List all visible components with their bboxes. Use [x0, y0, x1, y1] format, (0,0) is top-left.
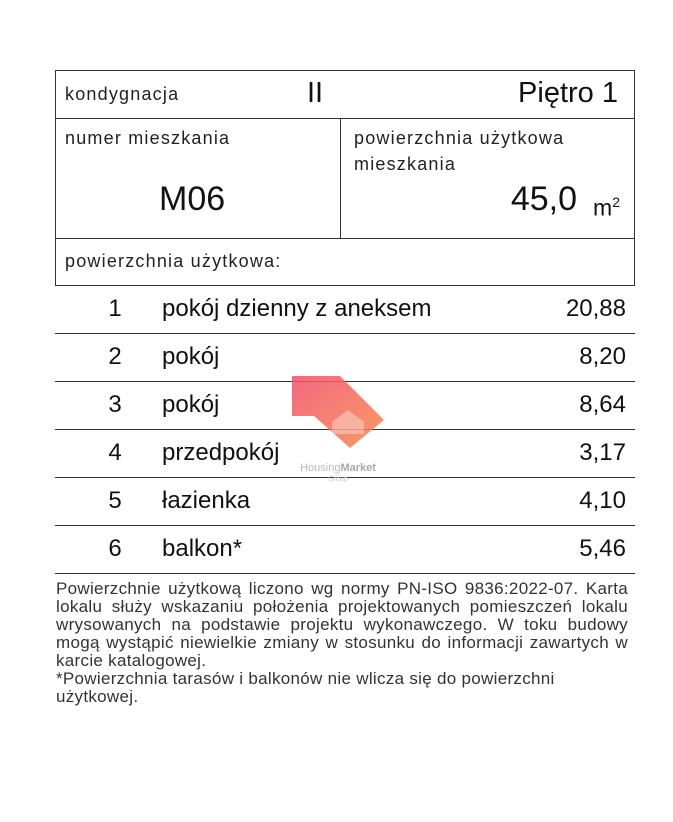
room-area: 3,17 — [579, 439, 626, 466]
disclaimer-main: Powierzchnie użytkową liczono wg normy PN-ISO 9836:2022-07. Karta lokalu służy wskazaniu położenia projektowanych pomieszczeń lokalu wrysowanych na podstawie projektu wykonawczego. W toku budowy mogą wystąpić niewielkie zmiany w stosunku do informacji zawartych w karcie katalogowej. — [56, 579, 628, 670]
room-name: pokój — [162, 391, 220, 418]
house-tag-icon — [288, 372, 388, 452]
table-row — [55, 286, 635, 334]
room-area: 8,64 — [579, 391, 626, 418]
disclaimer — [56, 580, 628, 706]
room-number: 1 — [108, 295, 122, 322]
disclaimer-footnote: *Powierzchnia tarasów i balkonów nie wlicza się do powierzchni użytkowej. — [56, 669, 555, 706]
rooms-label: powierzchnia użytkowa: — [65, 251, 282, 271]
watermark-logo — [288, 372, 388, 488]
floor-roman: II — [307, 77, 324, 109]
room-number: 6 — [108, 535, 122, 562]
room-area: 4,10 — [579, 487, 626, 514]
watermark-brand: HousingMarket — [300, 462, 376, 474]
area-unit: $m^2$ — [593, 194, 620, 221]
room-name: pokój — [162, 343, 220, 370]
area-label-line1: powierzchnia użytkowa — [354, 128, 565, 148]
room-area: 5,46 — [579, 535, 626, 562]
room-area: 20,88 — [565, 295, 626, 322]
apartment-area-cell — [340, 118, 635, 239]
room-number: 2 — [108, 343, 122, 370]
apartment-number-label: numer mieszkania — [65, 128, 231, 148]
room-area: 8,20 — [579, 343, 626, 370]
room-name: łazienka — [162, 487, 251, 514]
watermark-sub: Group — [328, 476, 348, 483]
rooms-label-cell — [55, 238, 635, 286]
room-name: balkon* — [162, 535, 243, 562]
apartment-number: M06 — [159, 180, 226, 218]
area-label-line2: mieszkania — [354, 154, 457, 174]
room-number: 4 — [108, 439, 122, 466]
floor-label: kondygnacja — [65, 84, 180, 104]
room-number: 5 — [108, 487, 122, 514]
table-row — [55, 526, 635, 574]
room-name: pokój dzienny z aneksem — [162, 295, 432, 322]
room-name: przedpokój — [162, 439, 280, 466]
floor-cell — [55, 70, 635, 119]
apartment-number-cell — [55, 118, 341, 239]
area-value: 45,0 — [510, 180, 577, 218]
room-number: 3 — [108, 391, 122, 418]
floor-name: Piętro 1 — [518, 77, 618, 109]
